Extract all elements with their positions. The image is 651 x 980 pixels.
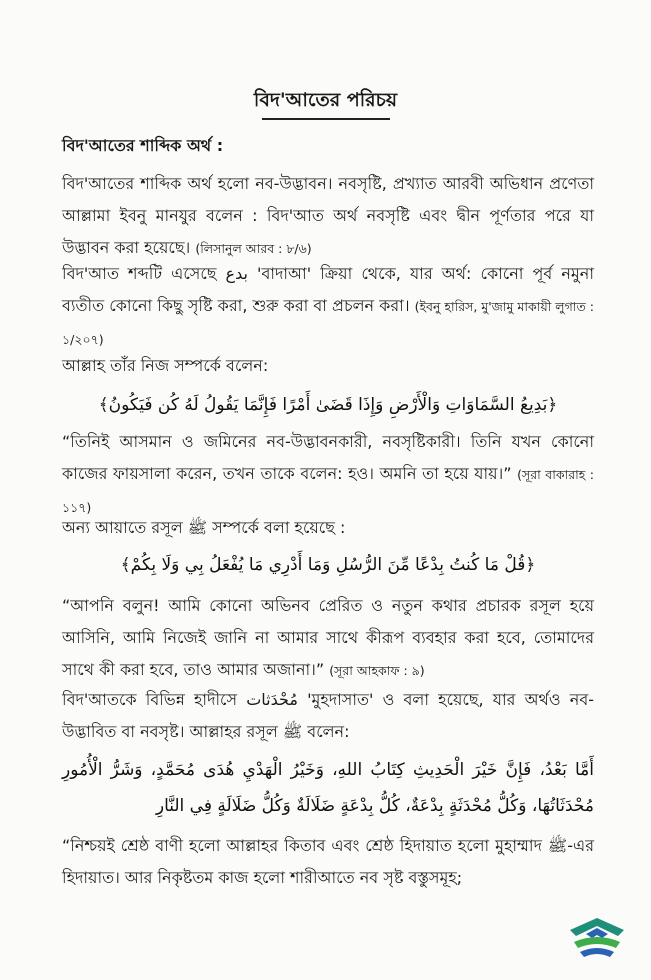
page-title: বিদ'আতের পরিচয় (253, 89, 398, 111)
quote-text: “তিনিই আসমান ও জমিনের নব-উদ্ভাবনকারী, নবসৃষ্টিকারী। তিনি যখন কোনো কাজের ফায়সালা করেন, তখন তাকে বলেন: হও। অমনি তা হয়ে যায়।” (62, 432, 594, 483)
arabic-verse: ﴿بَدِيعُ السَّمَاوَاتِ وَالْأَرْضِ وَإِذَا قَضَىٰ أَمْرًا فَإِنَّمَا يَقُولُ لَهُ كُن فَيَكُونُ﴾ (98, 395, 558, 415)
paragraph-text: বিদ'আত শব্দটি এসেছে بدع 'বাদাআ' ক্রিয়া থেকে, যার অর্থ: কোনো পূর্ব নমুনা ব্যতীত কোনো কিছু সৃষ্টি করা, শুরু করা বা প্রচলন করা। (62, 264, 594, 315)
arabic-hadith: أَمَّا بَعْدُ، فَإِنَّ خَيْرَ الْحَدِيثِ كِتَابُ اللهِ، وَخَيْرُ الْهَدْيِ هُدَى مُحَمَّدٍ، وَشَرُّ الْأُمُورِ مُحْدَثَاتُهَا، وَكُلُّ مُحْدَثَةٍ بِدْعَةٌ، كُلُّ بِدْعَةٍ ضَلَالَةٌ وَكُلُّ ضَلَالَةٍ فِي النَّارِ (62, 760, 594, 816)
paragraph-muhdasat: বিদ'আতকে বিভিন্ন হাদীসে مُحْدَثات 'মুহদাসাত' ও বলা হয়েছে, যার অর্থও নব-উদ্ভাবিত বা নবসৃষ্ট। আল্লাহর রসূল ﷺ বলেন: (62, 690, 594, 741)
intro-line: অন্য আয়াতে রসূল ﷺ সম্পর্কে বলা হয়েছে : (62, 518, 346, 537)
intro-line: আল্লাহ তাঁর নিজ সম্পর্কে বলেন: (62, 356, 269, 375)
paragraph-etymology (62, 258, 594, 356)
reference: (লিসানুল আরব : ৮/৬) (195, 241, 312, 256)
reference: (ইবনু হারিস, মু'জামু মাকায়ী লুগাত : ১/২০৭) (62, 299, 594, 347)
translation-quote (62, 590, 594, 687)
paragraph-definition (62, 168, 594, 265)
paragraph-text: বিদ'আতের শাব্দিক অর্থ হলো নব-উদ্ভাবন। নবসৃষ্টি, প্রখ্যাত আরবী অভিধান প্রণেতা আল্লামা ইবনু মানযুর বলেন : বিদ'আত অর্থ নবসৃষ্টি এবং দ্বীন পূর্ণতার পরে যা উদ্ভাবন করা হয়েছে। (62, 174, 594, 257)
section-subheading: বিদ'আতের শাব্দিক অর্থ : (62, 136, 224, 155)
arabic-verse: ﴿قُلْ مَا كُنتُ بِدْعًا مِّنَ الرُّسُلِ وَمَا أَدْرِي مَا يُفْعَلُ بِي وَلَا بِكُمْ﴾ (120, 555, 536, 575)
translation-quote (62, 426, 594, 524)
quote-text: “আপনি বলুন! আমি কোনো অভিনব প্রেরিত ও নতুন কথার প্রচারক রসূল হয়ে আসিনি, আমি নিজেই জানি না আমার সাথে কীরূপ ব্যবহার করা হবে, তোমাদের সাথে কী করা হবে, তাও আমার অজানা।” (62, 596, 594, 679)
reference: (সূরা বাকারাহ : ১১৭) (62, 467, 594, 515)
publisher-logo (566, 912, 628, 962)
title-underline (262, 118, 390, 120)
translation-quote: “নিশ্চয়ই শ্রেষ্ঠ বাণী হলো আল্লাহর কিতাব এবং শ্রেষ্ঠ হিদায়াত হলো মুহাম্মাদ ﷺ-এর হিদায়াত। আর নিকৃষ্টতম কাজ হলো শারীআতে নব সৃষ্ট বস্তুসমূহ; (62, 836, 594, 887)
reference: (সূরা আহকাফ : ৯) (329, 663, 425, 678)
